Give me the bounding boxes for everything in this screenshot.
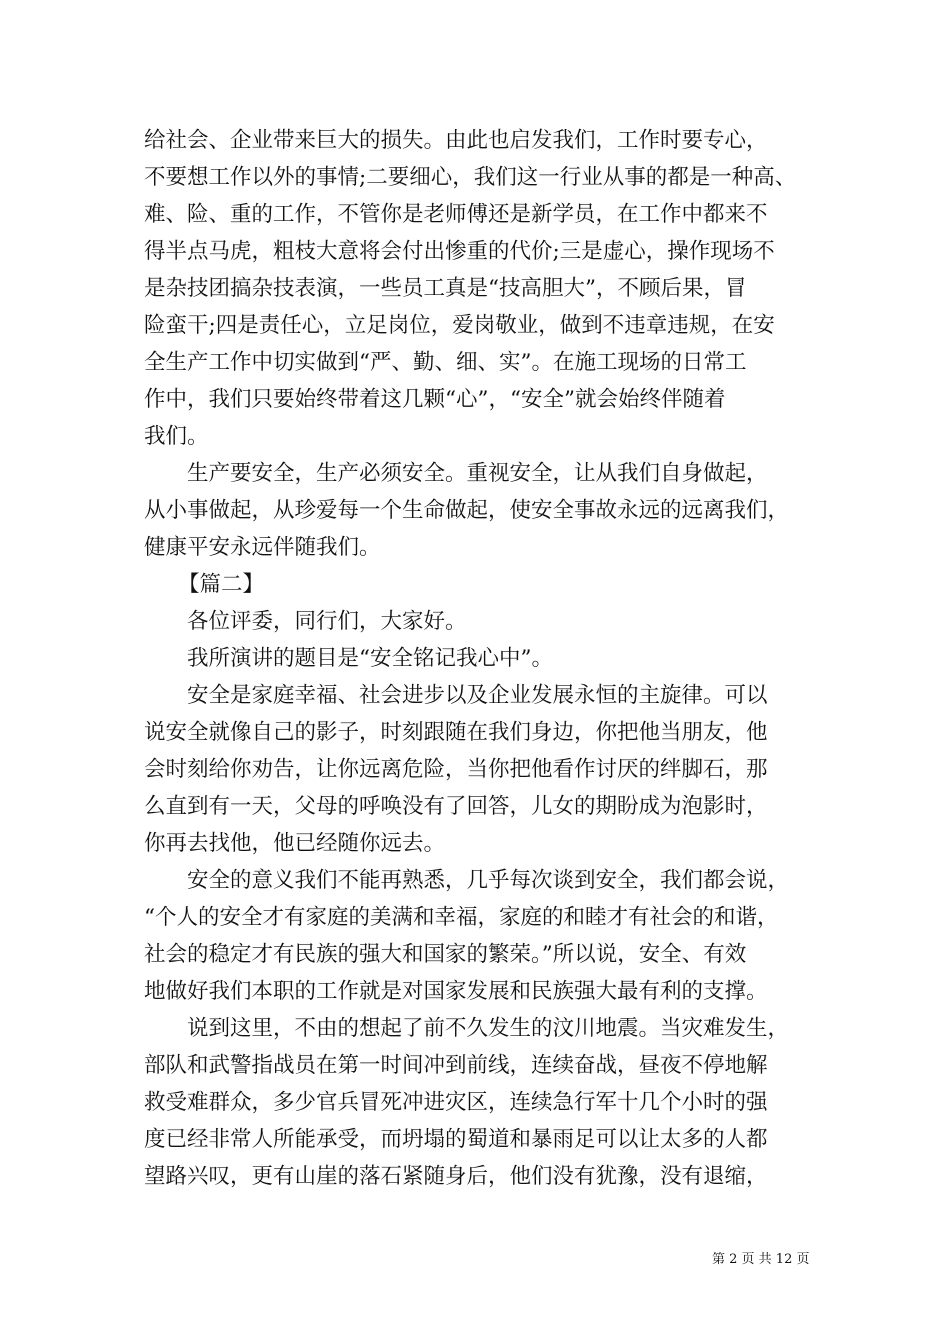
- text-line: 你再去找他，他已经随你远去。: [144, 831, 446, 856]
- page-number-footer: 第 2 页 共 12 页: [712, 1252, 810, 1267]
- text-line: 社会的稳定才有民族的强大和国家的繁荣。”所以说，安全、有效: [144, 942, 747, 967]
- text-line: 救受难群众，多少官兵冒死冲进灾区，连续急行军十几个小时的强: [144, 1090, 768, 1115]
- text-line: 么直到有一天，父母的呼唤没有了回答，儿女的期盼成为泡影时，: [144, 794, 768, 819]
- paragraph-first-line: 安全是家庭幸福、社会进步以及企业发展永恒的主旋律。可以: [187, 683, 768, 708]
- document-body: [144, 122, 824, 1195]
- text-line: 从小事做起，从珍爱每一个生命做起，使安全事故永远的远离我们，: [144, 498, 790, 523]
- text-line: 健康平安永远伴随我们。: [144, 535, 381, 560]
- text-line: 会时刻给你劝告，让你远离危险，当你把他看作讨厌的绊脚石，那: [144, 757, 768, 782]
- text-line: 不要想工作以外的事情;二要细心，我们这一行业从事的都是一种高、: [144, 165, 797, 190]
- text-line: 全生产工作中切实做到“严、勤、细、实”。在施工现场的日常工: [144, 350, 747, 375]
- text-line: 部队和武警指战员在第一时间冲到前线，连续奋战，昼夜不停地解: [144, 1053, 768, 1078]
- text-line: 地做好我们本职的工作就是对国家发展和民族强大最有利的支撑。: [144, 979, 768, 1004]
- text-line: 险蛮干;四是责任心，立足岗位，爱岗敬业，做到不违章违规，在安: [144, 313, 775, 338]
- paragraph-first-line: 生产要安全，生产必须安全。重视安全，让从我们自身做起，: [187, 461, 768, 486]
- text-line: 是杂技团搞杂技表演，一些员工真是“技高胆大”，不顾后果，冒: [144, 276, 747, 301]
- paragraph-first-line: 安全的意义我们不能再熟悉，几乎每次谈到安全，我们都会说，: [187, 868, 790, 893]
- paragraph-first-line: 各位评委，同行们，大家好。: [187, 609, 467, 634]
- paragraph-first-line: 我所演讲的题目是“安全铭记我心中”。: [187, 646, 553, 671]
- text-line: 度已经非常人所能承受，而坍塌的蜀道和暴雨足可以让太多的人都: [144, 1127, 768, 1152]
- paragraph-first-line: 说到这里，不由的想起了前不久发生的汶川地震。当灾难发生，: [187, 1016, 790, 1041]
- text-line: 给社会、企业带来巨大的损失。由此也启发我们，工作时要专心，: [144, 128, 768, 153]
- text-line: 得半点马虎，粗枝大意将会付出惨重的代价;三是虚心，操作现场不: [144, 239, 775, 264]
- text-line: 难、险、重的工作，不管你是老师傅还是新学员，在工作中都来不: [144, 202, 768, 227]
- text-line: “个人的安全才有家庭的美满和幸福，家庭的和睦才有社会的和谐，: [144, 905, 779, 930]
- section-heading: 【篇二】: [178, 572, 265, 597]
- text-line: 作中，我们只要始终带着这几颗“心”，“安全”就会始终伴随着: [144, 387, 726, 412]
- text-line: 望路兴叹，更有山崖的落石紧随身后，他们没有犹豫，没有退缩，: [144, 1164, 768, 1189]
- text-line: 说安全就像自己的影子，时刻跟随在我们身边，你把他当朋友，他: [144, 720, 768, 745]
- text-line: 我们。: [144, 424, 209, 449]
